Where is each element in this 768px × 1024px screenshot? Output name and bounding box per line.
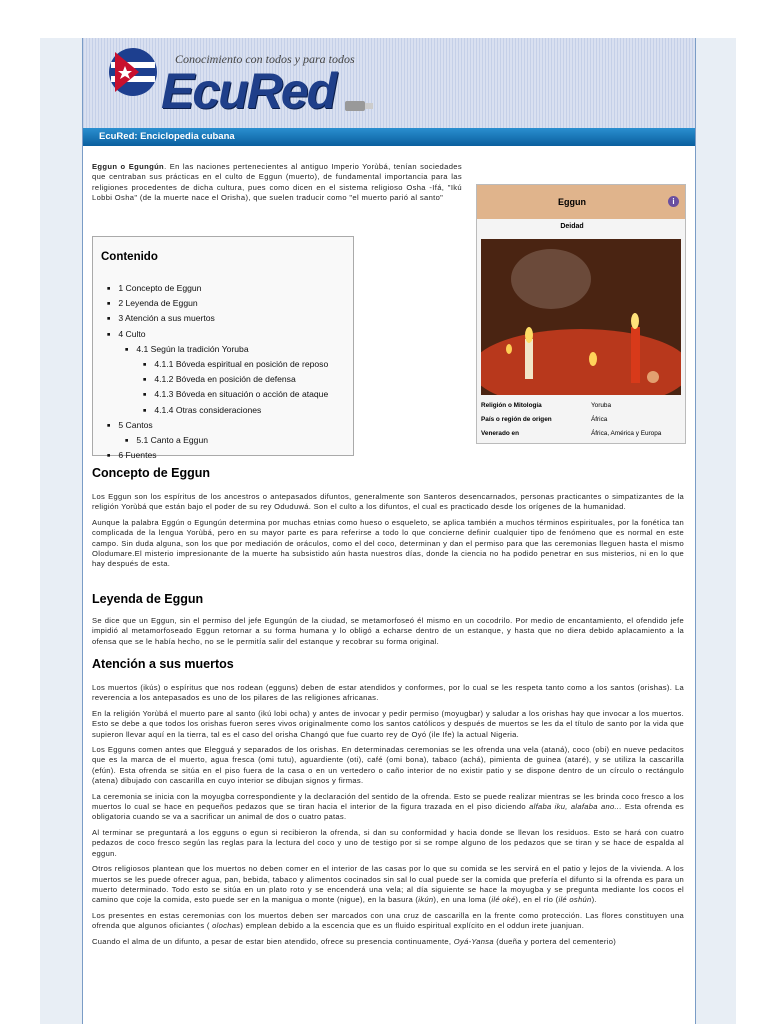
paragraph: Aunque la palabra Eggún o Egungún determina por muchas etnias como hueso o esqueleto, se aplica también a muchos términos espirituales, por la fonética tan complicada de la lengua Yorùbá, pero en su mayor parte es para referirse a todo lo que concierne definir cualquier tipo de fenómeno que es normal en este campo. Sin duda alguna, son los que por mediación de oráculos, como el del coco, determinan y dan el permiso para que las ceremonias lleguen hasta el mismo Olodumare.El misterio impresionante de la muerte ha subsistido aún hasta nuestros días, donde la ciencia no ha podido penetrar en sus misterios, ni en lo que hay después de esta. bbox=[92, 517, 684, 569]
intro-paragraph bbox=[92, 162, 462, 204]
toc-item-6[interactable]: ■ 6 Fuentes bbox=[107, 448, 328, 463]
infobox-value[interactable]: África bbox=[591, 416, 608, 423]
infobox-header bbox=[477, 185, 685, 219]
text-run: ), en una loma ( bbox=[433, 895, 492, 905]
infobox-row bbox=[481, 430, 681, 443]
paragraph: Los muertos (ikús) o espíritus que nos rodean (egguns) deben de estar atendidos y conformes, por lo cual se les respeta tanto como a los santos (orishas). La reverencia a los antepasados es uno de los pilares de las religiones africanas. bbox=[92, 683, 684, 703]
ecured-logo-icon[interactable] bbox=[105, 38, 165, 118]
text-run: ) emplean debido a la escencia que es un fluido espiritual explícito en el oddun irete juanjuan. bbox=[240, 921, 585, 931]
paragraph: Los Eggun son los espíritus de los ancestros o antepasados difuntos, generalmente son Santeros desencarnados, personas practicantes o simpatizantes de la religión Yorùbá que están bajo el poder de su rey Oduduwá. Son el culto a los difuntos, el cual es practicado desde los orígenes de la humanidad. bbox=[92, 492, 684, 512]
toc-item-4[interactable]: ■ 4 Culto bbox=[107, 327, 328, 342]
section-concepto bbox=[92, 492, 684, 575]
infobox-row bbox=[481, 416, 681, 429]
toc-item-3[interactable]: ■ 3 Atención a sus muertos bbox=[107, 311, 328, 326]
text-run: ). bbox=[591, 895, 597, 905]
paragraph: Se dice que un Eggun, sin el permiso del jefe Egungún de la ciudad, se metamorfoseó él mismo en un cocodrilo. Por medio de encantamiento, el ofendido jefe impidió al metamorfoseado Eggun retornar a su forma humana y lo obligó a echarse dentro de un estanque, y hasta que no diera debido aplacamiento a la ofensa que se le había hecho, no se le permitía salir del estanque y recobrar su forma original. bbox=[92, 616, 684, 646]
infobox-row bbox=[481, 402, 681, 415]
infobox bbox=[476, 184, 686, 444]
candles-photo bbox=[481, 239, 681, 395]
text-run: Cuando el alma de un difunto, a pesar de estar bien atendido, ofrece su presencia continuamente, bbox=[92, 936, 454, 946]
heading-atencion: Atención a sus muertos bbox=[92, 657, 234, 671]
toc-item-4-1[interactable]: ■ 4.1 Según la tradición Yoruba bbox=[107, 342, 328, 357]
heading-concepto: Concepto de Eggun bbox=[92, 466, 211, 480]
paragraph bbox=[92, 864, 684, 906]
section-atencion bbox=[92, 683, 684, 952]
infobox-subtitle: Deidad bbox=[560, 223, 584, 230]
infobox-key: País o región de origen bbox=[481, 416, 552, 423]
text-run: Los presentes en estas ceremonias con los muertos deben ser marcados con una cruz de cascarilla en la frente como protección. Las flores constituyen una ofrenda que algunos oficiantes ( bbox=[92, 910, 684, 931]
infobox-value[interactable]: África, América y Europa bbox=[591, 430, 662, 437]
text-run-italic: alfaba iku, alafaba ano... bbox=[529, 802, 622, 812]
infobox-value[interactable]: Yoruba bbox=[591, 402, 612, 409]
info-icon[interactable]: i bbox=[668, 196, 679, 207]
toc-item-4-1-1[interactable]: ■ 4.1.1 Bóveda espiritual en posición de reposo bbox=[107, 357, 328, 372]
text-run-italic: ilé oké bbox=[491, 895, 516, 905]
table-of-contents bbox=[92, 236, 354, 461]
text-run: (dueña y portera del cementerio) bbox=[493, 936, 617, 946]
text-run-italic: ilé oshún bbox=[558, 895, 592, 905]
infobox-key: Venerado en bbox=[481, 430, 520, 437]
toc-item-1[interactable]: ■ 1 Concepto de Eggun bbox=[107, 281, 328, 296]
toc-item-5[interactable]: ■ 5 Cantos bbox=[107, 418, 328, 433]
toc-list bbox=[107, 281, 328, 463]
section-leyenda bbox=[92, 616, 684, 652]
toc-item-4-1-2[interactable]: ■ 4.1.2 Bóveda en posición de defensa bbox=[107, 372, 328, 387]
text-run-italic: Oyá-Yansa bbox=[453, 936, 494, 946]
heading-leyenda: Leyenda de Eggun bbox=[92, 592, 204, 606]
site-title-bar bbox=[83, 128, 695, 146]
toc-title: Contenido bbox=[101, 251, 158, 263]
toc-item-4-1-4[interactable]: ■ 4.1.4 Otras consideraciones bbox=[107, 403, 328, 418]
paragraph: Al terminar se preguntará a los egguns o egun si recibieron la ofrenda, si dan su conformidad y hacia donde se llevan los residuos. Esto se hará con cuatro pedazos de coco fresco según las reglas para la lectura del coco y uno de testigo por si se rompe alguno de los pedazos que se tiran y se hace de espalda al eggun. bbox=[92, 827, 684, 858]
intro-term: Eggun o Egungún bbox=[92, 162, 165, 171]
site-title[interactable]: EcuRed: Enciclopedia cubana bbox=[99, 131, 235, 142]
site-brand[interactable]: EcuRed bbox=[161, 63, 336, 119]
candles-illustration bbox=[481, 239, 681, 395]
usb-icon bbox=[345, 98, 375, 114]
paragraph: En la religión Yorùbá el muerto pare al santo (ikú lobi ocha) y antes de invocar y pedir permiso (moyugbar) y saludar a los orishas hay que invocar a los muertos. Esto se debe a que todos los orishas fueron seres vivos originalmente como los santos católicos y después de muertos se les da el título de santo por la vida que supieron llevar aquí en la tierra, tal es el caso del orisha Changó que fue cuarto rey de Oyó (ile Ife) la actual Nigeria. bbox=[92, 708, 684, 739]
infobox-key: Religión o Mitología bbox=[481, 402, 542, 409]
paragraph: Los Egguns comen antes que Elegguá y separados de los orishas. En determinadas ceremonias se les ofrenda una vela (ataná), coco (obi) en nueve pedacitos que es la marca de el muerto, agua fresca (omi tutu), aguardiente (oti), café (omi bona), tabaco (achá), pimienta de guinea (ataré), y se utiliza la cascarilla (efún). Esta ofrenda se sitúa en el piso fuera de la casa o en un vertedero o caño interior de no existir patio y se dispone dentro de un círculo o rectángulo (atena) dibujado con cascarilla en cuyo interior se dibujan signos y firmas. bbox=[92, 745, 684, 786]
toc-item-5-1[interactable]: ■ 5.1 Canto a Eggun bbox=[107, 433, 328, 448]
toc-item-4-1-3[interactable]: ■ 4.1.3 Bóveda en situación o acción de ataque bbox=[107, 387, 328, 402]
text-run-italic: olochas bbox=[209, 921, 241, 931]
paragraph bbox=[92, 911, 684, 932]
toc-item-2[interactable]: ■ 2 Leyenda de Eggun bbox=[107, 296, 328, 311]
intro-text: . En las naciones pertenecientes al antiguo Imperio Yorùbá, tenían sociedades que centraban sus prácticas en el culto de Eggun (muerto), de fundamental importancia para las religiones procedentes de dicha cultura, pues como dicen en el sistema religioso Osha -Ifá, "Ikú Lobbi Osha" (de la muerte nace el Orisha), que suelen traducir como "el muerto parió al santo" bbox=[92, 162, 462, 203]
site-banner bbox=[83, 38, 695, 128]
text-run: La ceremonia se inicia con la moyugba correspondiente y la declaración del sentido de la ofrenda. Esto se puede realizar mientras se les brinda coco fresco a los muertos lo cual se hace en pequeños pedazos que se tiran hacia el interior de la figura trazada en el piso diciendo bbox=[92, 791, 684, 812]
paragraph bbox=[92, 792, 684, 823]
text-run-italic: ikún bbox=[418, 895, 434, 905]
text-run: Otros religiosos plantean que los muertos no deben comer en el interior de las casas por lo que su comida se les servirá en el patio y lejos de la vivienda. A los muertos se les puede ofrecer agua, pan, bebida, tabaco y alimentos cocinados sin sal lo cual puede ser la comida que prefería el difunto si la ofrenda es para un muerto determinado. Todo esto se sitúa en un plato roto y se encenderá una vela; al día siguiente se hace la moyugba y se pregunta mediante los cocos el camino que coje la comida, esto puede ser en la manigua o monte (nigue), en la basura ( bbox=[92, 864, 684, 905]
site-tagline: Conocimiento con todos y para todos bbox=[175, 52, 355, 66]
paragraph bbox=[92, 937, 684, 947]
document-page bbox=[82, 38, 696, 1024]
infobox-title: Eggun bbox=[558, 197, 586, 207]
text-run: Esta ofrenda es obligatoria cuando se va a sacrificar un animal de dos o cuatro patas. bbox=[92, 802, 684, 822]
text-run: ), en el río ( bbox=[515, 895, 559, 905]
